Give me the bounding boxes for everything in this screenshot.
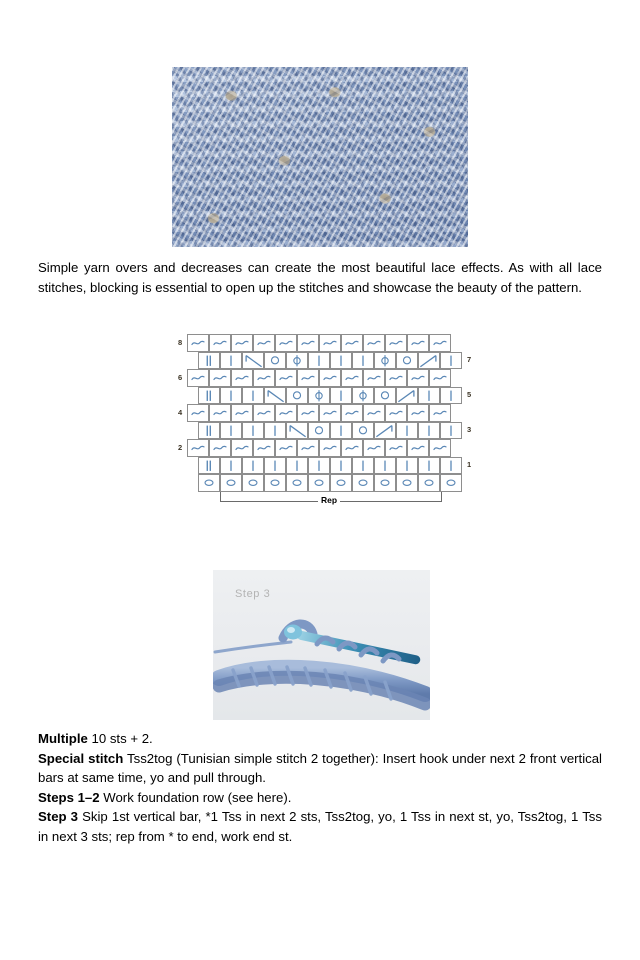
chart-symbol-bar [331,458,351,474]
chart-cell [374,457,396,475]
chart-cell [187,334,209,352]
chart-symbol-dec-right [419,353,439,369]
chart-cell [231,439,253,457]
chart-symbol-wave [430,405,450,421]
chart-symbol-oval [375,475,395,491]
chart-symbol-wave [298,440,318,456]
chart-cell [198,457,220,475]
chart-symbol-double-bar [199,353,219,369]
chart-cell [286,387,308,405]
chart-cell [209,439,231,457]
chart-cell [363,404,385,422]
chart-symbol-wave [386,440,406,456]
chart-cell [198,474,220,492]
chart-cell [275,369,297,387]
repeat-label: Rep [318,496,340,505]
chart-cell [429,369,451,387]
chart-symbol-wave [276,405,296,421]
chart-symbol-wave [386,335,406,351]
chart-symbol-wave [364,440,384,456]
step-photo-label: Step 3 [235,588,271,600]
chart-cell [440,387,462,405]
chart-row-number: 7 [467,355,472,365]
chart-cell [209,369,231,387]
chart-symbol-wave [364,370,384,386]
chart-symbol-yo [287,388,307,404]
chart-cell [363,369,385,387]
instruction-label: Special stitch [38,750,124,766]
chart-cell [374,352,396,370]
chart-symbol-bar [419,423,439,439]
chart-symbol-wave [276,335,296,351]
chart-cell [187,369,209,387]
chart-symbol-bar [221,388,241,404]
chart-cell [209,404,231,422]
chart-cell [352,422,374,440]
chart-cell [374,474,396,492]
chart-cell [308,422,330,440]
instruction-label: Multiple [38,731,88,746]
chart-symbol-dec-right [375,423,395,439]
chart-symbol-wave [276,440,296,456]
chart-cell [297,439,319,457]
chart-symbol-wave [188,440,208,456]
swatch-photo-image [172,67,468,247]
chart-cell [418,457,440,475]
chart-symbol-bar [331,423,351,439]
chart-symbol-double-bar [199,388,219,404]
chart-symbol-wave [298,405,318,421]
chart-symbol-oval [441,475,461,491]
chart-row-number: 4 [178,407,183,417]
chart-symbol-wave [408,405,428,421]
chart-cell [253,334,275,352]
chart-symbol-wave [188,370,208,386]
chart-symbol-wave [342,440,362,456]
chart-cell [187,439,209,457]
chart-cell [407,404,429,422]
instruction-text: Work foundation row (see here). [99,789,292,805]
chart-symbol-bar [375,458,395,474]
chart-symbol-oval [331,475,351,491]
chart-symbol-bar [441,353,461,369]
chart-cell [418,352,440,370]
instruction-line [38,749,602,788]
chart-cell [297,404,319,422]
chart-symbol-oval [199,475,219,491]
chart-symbol-wave [386,405,406,421]
chart-cell [198,387,220,405]
chart-symbol-bar [309,353,329,369]
chart-cell [242,457,264,475]
chart-symbol-wave [408,335,428,351]
chart-symbol-oval [243,475,263,491]
chart-cell [385,369,407,387]
chart-symbol-wave [298,370,318,386]
chart-symbol-yo [353,423,373,439]
chart-symbol-bar [419,388,439,404]
chart-symbol-wave [232,335,252,351]
chart-cell [220,387,242,405]
chart-cell [242,422,264,440]
chart-cell [198,352,220,370]
chart-symbol-wave [254,405,274,421]
chart-cell [187,404,209,422]
chart-cell [308,387,330,405]
chart-symbol-bar [331,353,351,369]
chart-cell [297,369,319,387]
chart-symbol-bar [221,423,241,439]
chart-symbol-wave [232,405,252,421]
chart-symbol-dec-left [243,353,263,369]
instruction-line [38,788,602,808]
chart-symbol-double-bar [199,458,219,474]
chart-symbol-bar [441,458,461,474]
chart-cell [429,439,451,457]
chart-symbol-yo [265,353,285,369]
chart-symbol-bar [353,353,373,369]
chart-cell [220,422,242,440]
instruction-line [38,729,602,749]
step-photo-illustration [213,608,430,720]
instruction-text: Tss2tog (Tunisian simple stitch 2 together): Insert hook under next 2 front vertical bars at same time, yo and pull through. [38,750,602,785]
chart-symbol-wave [188,335,208,351]
chart-symbol-dec-right [397,388,417,404]
chart-cell [264,457,286,475]
chart-symbol-oval [309,475,329,491]
chart-cell [352,457,374,475]
chart-cell [363,334,385,352]
chart-symbol-wave [320,440,340,456]
chart-symbol-bar [441,388,461,404]
chart-cell [308,474,330,492]
chart-cell [198,422,220,440]
chart-symbol-dec-left [265,388,285,404]
chart-symbol-wave [364,335,384,351]
chart-cell [385,404,407,422]
chart-cell [286,457,308,475]
chart-cell [418,422,440,440]
chart-cell [385,334,407,352]
chart-cell [374,387,396,405]
chart-cell [242,352,264,370]
chart-symbol-wave [320,370,340,386]
chart-row-number: 1 [467,460,472,470]
chart-symbol-wave [254,370,274,386]
chart-symbol-wave [430,370,450,386]
chart-symbol-dec-left [287,423,307,439]
chart-symbol-yo-bar [353,388,373,404]
chart-symbol-bar [265,458,285,474]
chart-symbol-oval [265,475,285,491]
chart-symbol-wave [342,370,362,386]
chart-row-number: 6 [178,372,183,382]
chart-cell [308,457,330,475]
chart-symbol-yo [309,423,329,439]
chart-cell [396,474,418,492]
chart-symbol-bar [287,458,307,474]
chart-cell [264,352,286,370]
chart-cell [231,334,253,352]
chart-cell [286,422,308,440]
chart-cell [253,439,275,457]
chart-cell [264,387,286,405]
chart-cell [396,387,418,405]
chart-symbol-wave [254,335,274,351]
chart-cell [341,334,363,352]
chart-cell [396,422,418,440]
chart-symbol-wave [210,370,230,386]
chart-symbol-wave [320,335,340,351]
instruction-text: 10 sts + 2. [87,731,153,746]
chart-cell [363,439,385,457]
chart-symbol-wave [430,335,450,351]
chart-cell [440,352,462,370]
chart-symbol-wave [210,405,230,421]
chart-cell [440,457,462,475]
instruction-label: Step 3 [38,809,79,824]
chart-symbol-yo-bar [287,353,307,369]
chart-symbol-wave [210,440,230,456]
chart-cell [253,404,275,422]
chart-symbol-wave [298,335,318,351]
chart-row-number: 2 [178,442,183,452]
chart-symbol-bar [331,388,351,404]
chart-symbol-wave [232,370,252,386]
chart-symbol-yo [375,388,395,404]
chart-symbol-wave [188,405,208,421]
chart-cell [319,439,341,457]
chart-symbol-wave [320,405,340,421]
chart-cell [220,352,242,370]
chart-cell [330,352,352,370]
chart-cell [242,387,264,405]
chart-symbol-bar [243,388,263,404]
chart-cell [330,474,352,492]
chart-cell [418,474,440,492]
chart-cell [352,474,374,492]
chart-cell [264,422,286,440]
instruction-line [38,807,602,846]
chart-cell [264,474,286,492]
chart-symbol-double-bar [199,423,219,439]
chart-cell [220,457,242,475]
chart-cell [275,404,297,422]
chart-symbol-bar [221,458,241,474]
chart-symbol-wave [210,335,230,351]
chart-cell [429,334,451,352]
chart-symbol-bar [265,423,285,439]
instruction-label: Steps 1–2 [38,789,100,805]
instructions-block [38,729,602,846]
chart-cell [407,439,429,457]
chart-cell [297,334,319,352]
chart-row-number: 3 [467,425,472,435]
chart-cell [396,352,418,370]
chart-symbol-wave [386,370,406,386]
chart-cell [429,404,451,422]
chart-cell [341,369,363,387]
chart-symbol-oval [221,475,241,491]
chart-cell [407,369,429,387]
chart-symbol-oval [419,475,439,491]
chart-symbol-wave [254,440,274,456]
chart-cell [308,352,330,370]
chart-symbol-bar [419,458,439,474]
chart-symbol-bar [441,423,461,439]
chart-symbol-bar [353,458,373,474]
chart-cell [220,474,242,492]
chart-symbol-yo [397,353,417,369]
chart-symbol-bar [243,458,263,474]
chart-cell [330,422,352,440]
swatch-photo [172,67,468,247]
chart-cell [341,439,363,457]
chart-cell [253,369,275,387]
chart-symbol-wave [408,440,428,456]
instruction-text: Skip 1st vertical bar, *1 Tss in next 2 sts, Tss2tog, yo, 1 Tss in next st, yo, Tss2tog, 1 Tss in next 3 sts; rep from * to end, work end st. [38,809,602,844]
chart-symbol-wave [276,370,296,386]
chart-symbol-wave [364,405,384,421]
chart-cell [286,474,308,492]
chart-symbol-oval [397,475,417,491]
chart-cell [242,474,264,492]
chart-symbol-wave [342,335,362,351]
chart-cell [440,422,462,440]
chart-symbol-bar [397,423,417,439]
chart-cell [231,369,253,387]
chart-symbol-bar [243,423,263,439]
chart-cell [385,439,407,457]
chart-row-number: 8 [178,337,183,347]
chart-cell [352,387,374,405]
chart-cell [275,334,297,352]
chart-cell [209,334,231,352]
chart-symbol-wave [342,405,362,421]
chart-cell [319,369,341,387]
chart-cell [407,334,429,352]
intro-paragraph: Simple yarn overs and decreases can create the most beautiful lace effects. As with all lace stitches, blocking is essential to open up the stitches and showcase the beauty of the pattern. [38,260,602,295]
chart-cell [352,352,374,370]
chart-symbol-oval [353,475,373,491]
chart-cell [440,474,462,492]
chart-symbol-wave [430,440,450,456]
chart-cell [374,422,396,440]
chart-symbol-yo-bar [375,353,395,369]
chart-cell [319,404,341,422]
chart-cell [286,352,308,370]
chart-cell [418,387,440,405]
chart-cell [341,404,363,422]
chart-cell [330,457,352,475]
chart-symbol-yo-bar [309,388,329,404]
chart-cell [396,457,418,475]
chart-symbol-oval [287,475,307,491]
stitch-chart [176,334,472,562]
chart-cell [330,387,352,405]
chart-symbol-bar [221,353,241,369]
chart-symbol-bar [397,458,417,474]
chart-cell [231,404,253,422]
chart-cell [275,439,297,457]
chart-symbol-wave [232,440,252,456]
chart-cell [319,334,341,352]
chart-row-number: 5 [467,390,472,400]
step-photo [213,570,430,720]
chart-symbol-wave [408,370,428,386]
chart-symbol-bar [309,458,329,474]
